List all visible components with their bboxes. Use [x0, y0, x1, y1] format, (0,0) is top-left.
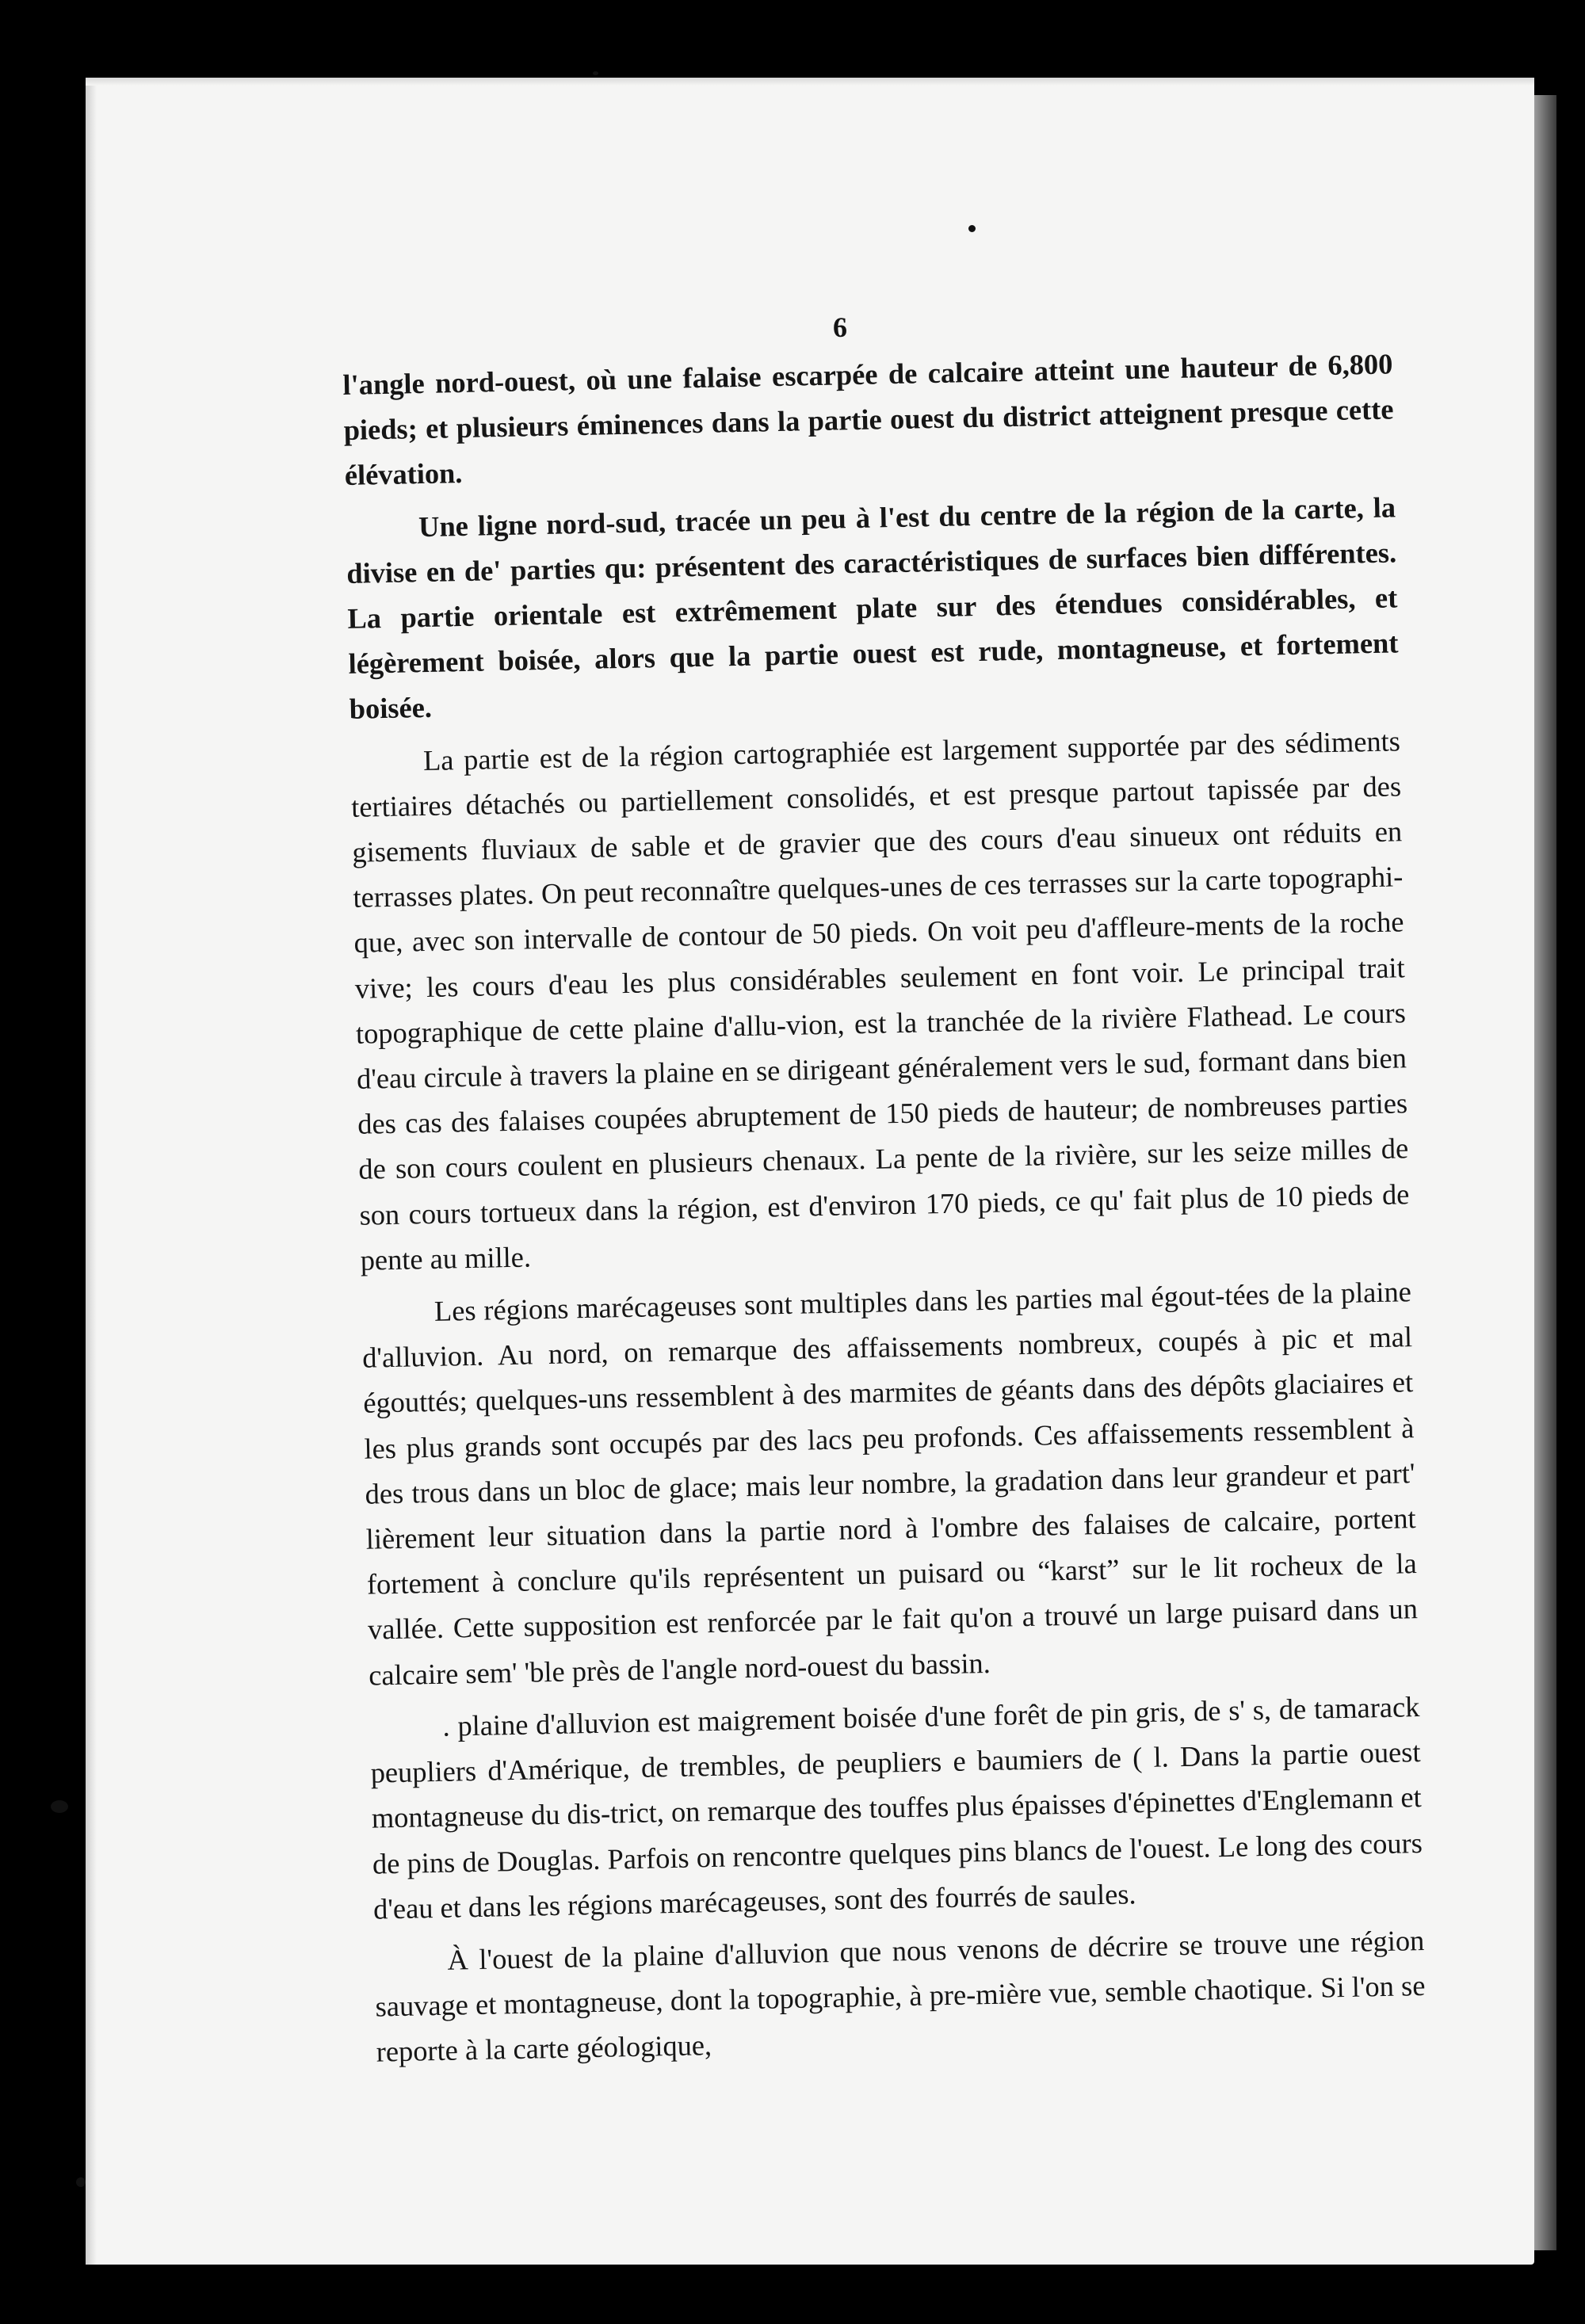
paragraph: Les régions marécageuses sont multiples dans les parties mal égout-tées de la plaine d'alluvion. Au nord, on remarque des affaissements nombreux, coupés à pic et mal égouttés; quelques-uns ressemblent à des marmites de géants dans des dépôts glaciaires et les plus grands sont occupés par des lacs peu profonds. Ces affaissements ressemblent à des trous dans un bloc de glace; mais leur nombre, la gradation dans leur grandeur et part' lièrement leur situation dans la partie nord à l'ombre des falaises de calcaire, portent fortement à conclure qu'ils représentent un puisard ou “karst” sur le lit rocheux de la vallée. Cette supposition est renforcée par le fait qu'on a trouvé un large puisard dans un calcaire sem' 'ble près de l'angle nord-ouest du bassin.	[361, 1276, 1419, 1692]
paragraph: . plaine d'alluvion est maigrement boisée d'une forêt de pin gris, de s' s, de tamarack peupliers d'Amérique, de trembles, de peupliers e baumiers de ( l. Dans la partie ouest montagneuse du dis-trict, on remarque des touffes plus épaisses d'épinettes d'Englemann et de pins de Douglas. Parfois on rencontre quelques pins blancs de l'ouest. Le long des cours d'eau et dans les régions marécageuses, sont des fourrés de saules.	[370, 1690, 1423, 1925]
page-binding-shadow	[1534, 95, 1556, 2250]
paragraph: À l'ouest de la plaine d'alluvion que nous venons de décrire se trouve une région sauvage et montagneuse, dont la topographie, à pre-mière vue, semble chaotique. Si l'on se reporte à la carte géologique,	[375, 1924, 1426, 2068]
paragraph: Une ligne nord-sud, tracée un peu à l'est du centre de la région de la carte, la divise en de' parties qu: présentent des caractéristiques de surfaces bien différentes. La partie orientale est extrêmement plate sur des étendues considérables, et légèrement boisée, alors que la partie ouest est rude, montagneuse, et fortement boisée.	[346, 490, 1399, 726]
paragraph: La partie est de la région cartographiée est largement supportée par des sédiments tertiaires détachés ou partiellement consolidés, et est presque partout tapissée par des gisements fluviaux de sable et de gravier que des cours d'eau sinueux ont réduits en terrasses plates. On peut reconnaître quelques-unes de ces terrasses sur la carte topographi-que, avec son intervalle de contour de 50 pieds. On voit peu d'affleure-ments de la roche vive; les cours d'eau les plus considérables seulement en font voir. Le principal trait topographique de cette plaine d'allu-vion, est la tranchée de la rivière Flathead. Le cours d'eau circule à travers la plaine en se dirigeant généralement vers le sud, formant dans bien des cas des falaises coupées abruptement de 150 pieds de hauteur; de nombreuses parties de son cours coulent en plusieurs chenaux. La pente de la rivière, sur les seize milles de son cours tortueux dans la région, est d'environ 170 pieds, ce qu' fait plus de 10 pieds de pente au mille.	[350, 724, 1410, 1276]
ink-speck	[76, 2177, 86, 2187]
page-left-edge	[86, 78, 97, 2265]
paragraph: l'angle nord-ouest, où une falaise escarpée de calcaire atteint une hauteur de 6,800 pieds; et plusieurs éminences dans la partie ouest du district atteignent presque cette élévation.	[342, 348, 1394, 492]
ink-speck	[968, 225, 976, 232]
page-top-edge	[86, 78, 1534, 86]
ink-speck	[593, 71, 598, 75]
body-text	[342, 342, 1426, 2082]
page-number: 6	[833, 311, 847, 343]
ink-speck	[51, 1800, 68, 1813]
